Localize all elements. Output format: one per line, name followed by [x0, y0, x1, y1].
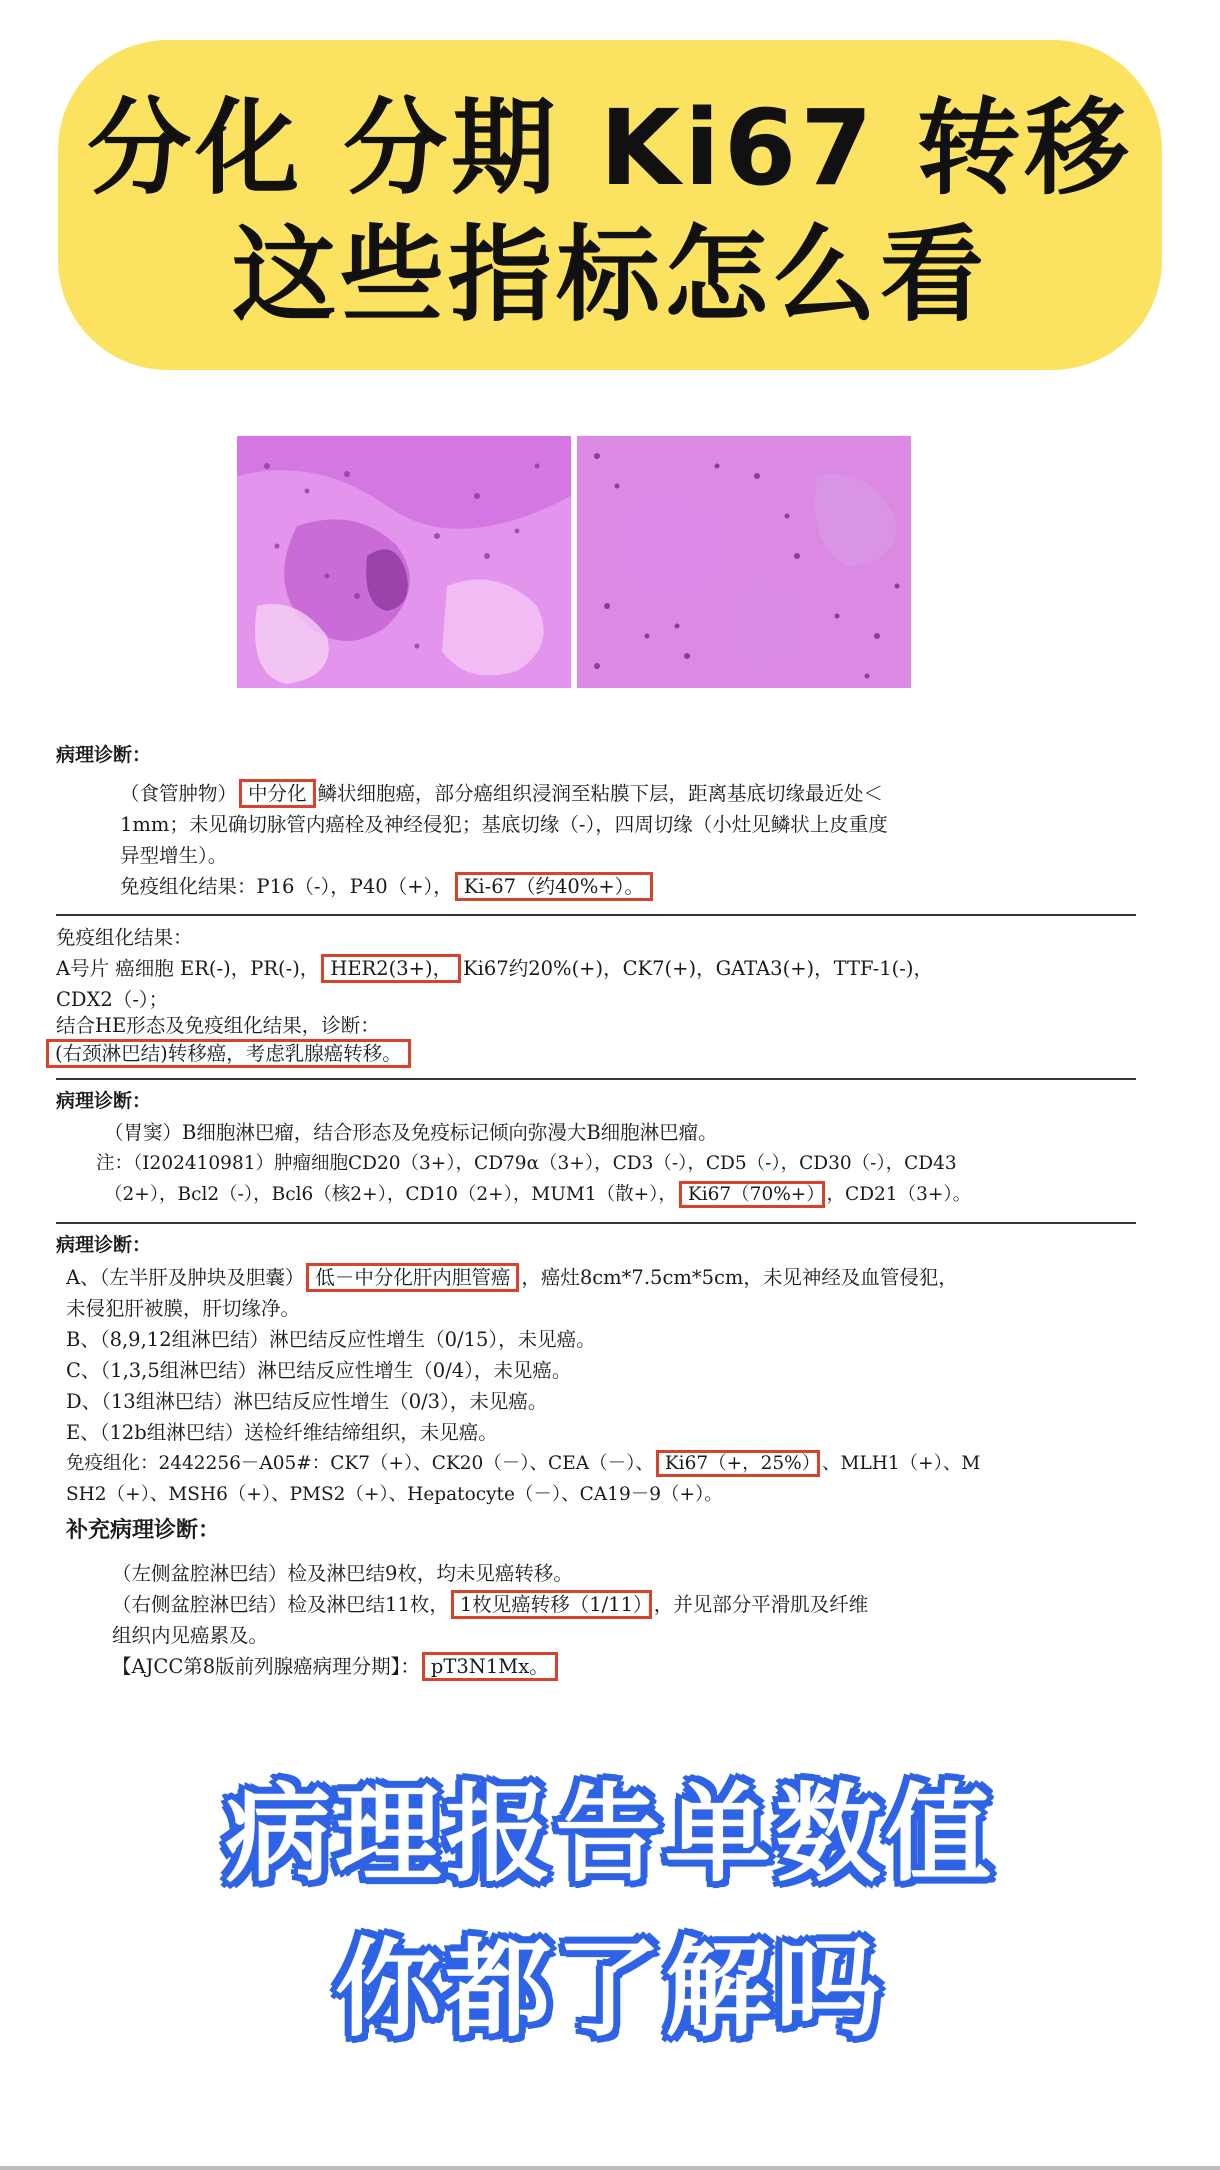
s4-line-d: D、（13组淋巴结）淋巴结反应性增生（0/3），未见癌。 — [66, 1390, 548, 1413]
s4-line-ihc-pre: 免疫组化：2442256－A05#：CK7（+）、CK20（－）、CEA（－）、 — [66, 1453, 654, 1474]
s4-line-ihc — [66, 1448, 980, 1479]
s1-line-1 — [120, 778, 883, 809]
divider-2 — [56, 1078, 1136, 1080]
highlight-differentiation: 中分化 — [239, 779, 316, 808]
divider-1 — [56, 914, 1136, 916]
s5-line-2 — [112, 1589, 868, 1620]
title-banner — [58, 40, 1162, 370]
s3-line-3-post: ，CD21（3+）。 — [826, 1184, 972, 1205]
s5-line-3: 组织内见癌累及。 — [112, 1624, 269, 1647]
highlight-ki67-70: Ki67（70%+） — [679, 1181, 825, 1208]
s1-line-3: 异型增生）。 — [120, 844, 228, 867]
s3-line-3-pre: （2+），Bcl2（-），Bcl6（核2+），CD10（2+），MUM1（散+）， — [104, 1184, 677, 1205]
title-line-1: 分化 分期 Ki67 转移 — [87, 87, 1133, 209]
s2-line-4 — [44, 1038, 413, 1069]
s5-line-4-pre: 【AJCC第8版前列腺癌病理分期】： — [112, 1655, 420, 1678]
s1-heading: 病理诊断： — [56, 744, 152, 766]
s4-line-a2: 未侵犯肝被膜，肝切缘净。 — [66, 1297, 301, 1320]
s2-line-2: CDX2（-）； — [56, 988, 169, 1011]
s4-line-a — [66, 1262, 958, 1293]
s4-line-c: C、（1,3,5组淋巴结）淋巴结反应性增生（0/4），未见癌。 — [66, 1359, 572, 1382]
s4-line-ihc-post: 、MLH1（+）、M — [822, 1453, 981, 1474]
title-line-2: 这些指标怎么看 — [231, 214, 988, 336]
highlight-lymph-metastasis: 1枚见癌转移（1/11） — [451, 1590, 652, 1619]
s4-line-a-post: ，癌灶8cm*7.5cm*5cm，未见神经及血管侵犯， — [521, 1266, 958, 1289]
highlight-ki67-25: Ki67（+，25%） — [656, 1450, 820, 1477]
s3-heading: 病理诊断： — [56, 1090, 152, 1112]
s5-heading: 补充病理诊断： — [66, 1518, 221, 1543]
pathology-report — [55, 740, 1156, 1678]
s2-line-3: 结合HE形态及免疫组化结果，诊断： — [56, 1014, 380, 1037]
s1-line-1-pre: （食管肿物） — [120, 782, 238, 805]
highlight-cholangiocarcinoma: 低－中分化肝内胆管癌 — [306, 1263, 519, 1292]
highlight-her2: HER2(3+)， — [321, 954, 461, 983]
s1-line-1-post: 鳞状细胞癌，部分癌组织浸润至粘膜下层，距离基底切缘最近处＜ — [317, 782, 884, 805]
s1-line-4 — [120, 871, 655, 902]
s1-line-4-pre: 免疫组化结果：P16（-），P40（+）， — [120, 875, 453, 898]
s1-line-2: 1mm；未见确切脉管内癌栓及神经侵犯；基底切缘（-），四周切缘（小灶见鳞状上皮重度 — [120, 813, 888, 836]
s4-line-a-pre: A、（左半肝及肿块及胆囊） — [66, 1266, 305, 1289]
footer-line-2: 你都了解吗 — [335, 1928, 885, 2051]
s4-line-b: B、（8,9,12组淋巴结）淋巴结反应性增生（0/15），未见癌。 — [66, 1328, 596, 1351]
s3-line-3 — [104, 1179, 971, 1210]
s5-line-4 — [112, 1651, 560, 1682]
s2-heading: 免疫组化结果： — [56, 926, 193, 949]
s4-heading: 病理诊断： — [56, 1234, 152, 1256]
s5-line-1: （左侧盆腔淋巴结）检及淋巴结9枚，均未见癌转移。 — [112, 1562, 573, 1585]
s3-line-2: 注：（I202410981）肿瘤细胞CD20（3+），CD79α（3+），CD3（-），CD5（-），CD30（-），CD43 — [96, 1153, 957, 1174]
s4-line-ihc2: SH2（+）、MSH6（+）、PMS2（+）、Hepatocyte（－）、CA19－9（+）。 — [66, 1484, 723, 1505]
highlight-staging: pT3N1Mx。 — [422, 1652, 558, 1681]
s2-line-1-pre: A号片 癌细胞 ER(-)，PR(-)， — [56, 957, 320, 980]
histology-image-left — [237, 436, 571, 688]
highlight-metastasis: (右颈淋巴结)转移癌，考虑乳腺癌转移。 — [46, 1039, 411, 1068]
s5-line-2-post: ，并见部分平滑肌及纤维 — [653, 1593, 869, 1616]
s2-line-1 — [56, 953, 933, 984]
s2-line-1-post: Ki67约20%(+)，CK7(+)，GATA3(+)，TTF-1(-)， — [463, 957, 933, 980]
s3-line-1: （胃窦）B细胞淋巴瘤，结合形态及免疫标记倾向弥漫大B细胞淋巴瘤。 — [104, 1121, 718, 1144]
divider-3 — [56, 1222, 1136, 1224]
histology-image-right — [577, 436, 911, 688]
bottom-edge — [0, 2166, 1220, 2170]
footer-line-1: 病理报告单数值 — [225, 1773, 995, 1896]
highlight-ki67-40: Ki-67（约40%+）。 — [455, 872, 653, 901]
s4-line-e: E、（12b组淋巴结）送检纤维结缔组织，未见癌。 — [66, 1421, 498, 1444]
s5-line-2-pre: （右侧盆腔淋巴结）检及淋巴结11枚， — [112, 1593, 449, 1616]
